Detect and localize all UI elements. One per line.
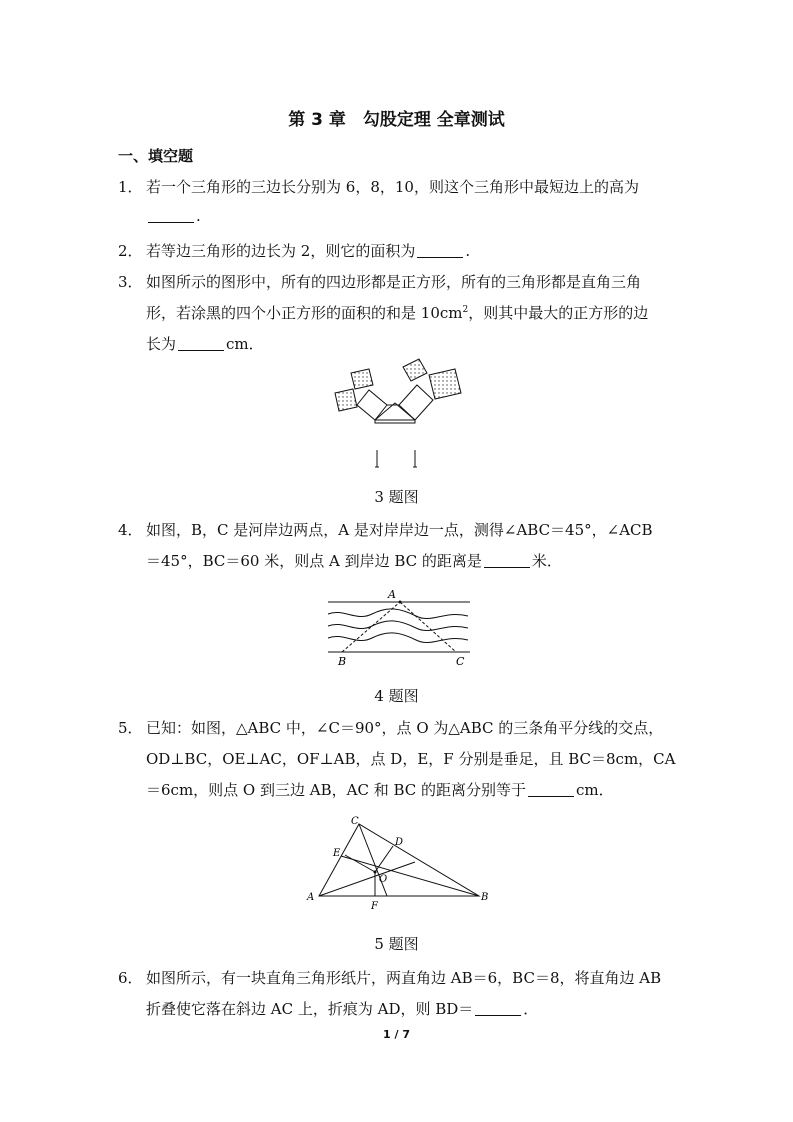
question-text: cm． bbox=[576, 781, 614, 799]
question-number: 3． bbox=[118, 273, 143, 291]
question-6-line-1 bbox=[118, 967, 661, 988]
page-number: 1 / 7 bbox=[383, 1028, 410, 1041]
point-label-b: B bbox=[338, 655, 347, 668]
figure-5-caption: 5 题图 bbox=[374, 935, 419, 953]
section-heading: 一、填空题 bbox=[118, 147, 194, 165]
question-text: 如图所示的图形中，所有的四边形都是正方形，所有的三角形都是直角三角 bbox=[146, 273, 642, 291]
answer-blank[interactable] bbox=[178, 336, 224, 351]
question-text: ，则其中最大的正方形的边 bbox=[468, 304, 649, 322]
question-1-line-1 bbox=[118, 176, 639, 197]
point-label-c: C bbox=[351, 816, 359, 827]
question-text: ． bbox=[523, 1000, 539, 1018]
question-2-line-1 bbox=[118, 240, 470, 261]
question-text: 米． bbox=[531, 552, 562, 570]
punctuation: . bbox=[465, 242, 471, 260]
question-text: 长为 bbox=[146, 335, 177, 353]
question-4-line-2 bbox=[146, 550, 562, 571]
punctuation: . bbox=[196, 207, 201, 225]
point-label-a: A bbox=[388, 588, 396, 601]
question-text: cm． bbox=[226, 335, 264, 353]
point-label-e: E bbox=[333, 848, 341, 859]
question-number: 2． bbox=[118, 242, 143, 260]
superscript: 2 bbox=[462, 305, 469, 315]
question-text: 折叠使它落在斜边 AC 上，折痕为 AD，则 BD＝ bbox=[146, 1000, 474, 1018]
question-3-line-1 bbox=[118, 271, 641, 292]
figure-4-river bbox=[322, 588, 472, 670]
question-4-line-1 bbox=[118, 519, 653, 540]
question-number: 6． bbox=[118, 969, 143, 987]
figure-5-triangle bbox=[305, 814, 495, 914]
question-5-line-1 bbox=[118, 717, 663, 738]
question-number: 5． bbox=[118, 719, 143, 737]
question-6-line-2 bbox=[146, 998, 538, 1019]
point-label-d: D bbox=[395, 837, 404, 848]
question-text: 已知：如图，△ABC 中，∠C＝90°，点 O 为△ABC 的三条角平分线的交点， bbox=[146, 719, 664, 737]
figure-3-pythagoras-tree bbox=[325, 355, 475, 473]
question-text: 若一个三角形的三边长分别为 6，8，10，则这个三角形中最短边上的高为 bbox=[146, 178, 639, 196]
question-number: 4． bbox=[118, 521, 143, 539]
question-text: 如图，B，C 是河岸边两点，A 是对岸岸边一点，测得∠ABC＝45°，∠ACB bbox=[146, 521, 653, 539]
point-label-b: B bbox=[481, 892, 489, 903]
question-text: ＝6cm，则点 O 到三边 AB，AC 和 BC 的距离分别等于 bbox=[146, 781, 527, 799]
answer-blank[interactable] bbox=[528, 782, 574, 797]
question-3-line-2 bbox=[146, 302, 648, 323]
question-text: OD⊥BC，OE⊥AC，OF⊥AB，点 D，E，F 分别是垂足，且 BC＝8cm，CA bbox=[146, 750, 676, 768]
question-text: 形，若涂黑的四个小正方形的面积的和是 10cm bbox=[146, 304, 463, 322]
page-title: 第 3 章 勾股定理 全章测试 bbox=[288, 110, 505, 130]
question-3-line-3 bbox=[146, 333, 264, 354]
figure-4-caption: 4 题图 bbox=[374, 687, 419, 705]
point-label-a: A bbox=[307, 892, 315, 903]
answer-blank[interactable] bbox=[417, 243, 463, 258]
question-text: 若等边三角形的边长为 2，则它的面积为 bbox=[146, 242, 416, 260]
question-text: ＝45°，BC＝60 米，则点 A 到岸边 BC 的距离是 bbox=[146, 552, 482, 570]
question-5-line-2 bbox=[146, 748, 675, 769]
point-label-o: O bbox=[379, 874, 388, 885]
question-5-line-3 bbox=[146, 779, 614, 800]
point-label-c: C bbox=[456, 655, 465, 668]
figure-3-caption: 3 题图 bbox=[374, 488, 419, 506]
point-label-f: F bbox=[371, 901, 378, 912]
question-1-line-2 bbox=[146, 207, 201, 225]
answer-blank[interactable] bbox=[484, 553, 530, 568]
question-number: 1． bbox=[118, 178, 143, 196]
answer-blank[interactable] bbox=[475, 1001, 521, 1016]
answer-blank[interactable] bbox=[148, 208, 194, 223]
question-text: 如图所示，有一块直角三角形纸片，两直角边 AB＝6，BC＝8，将直角边 AB bbox=[146, 969, 662, 987]
